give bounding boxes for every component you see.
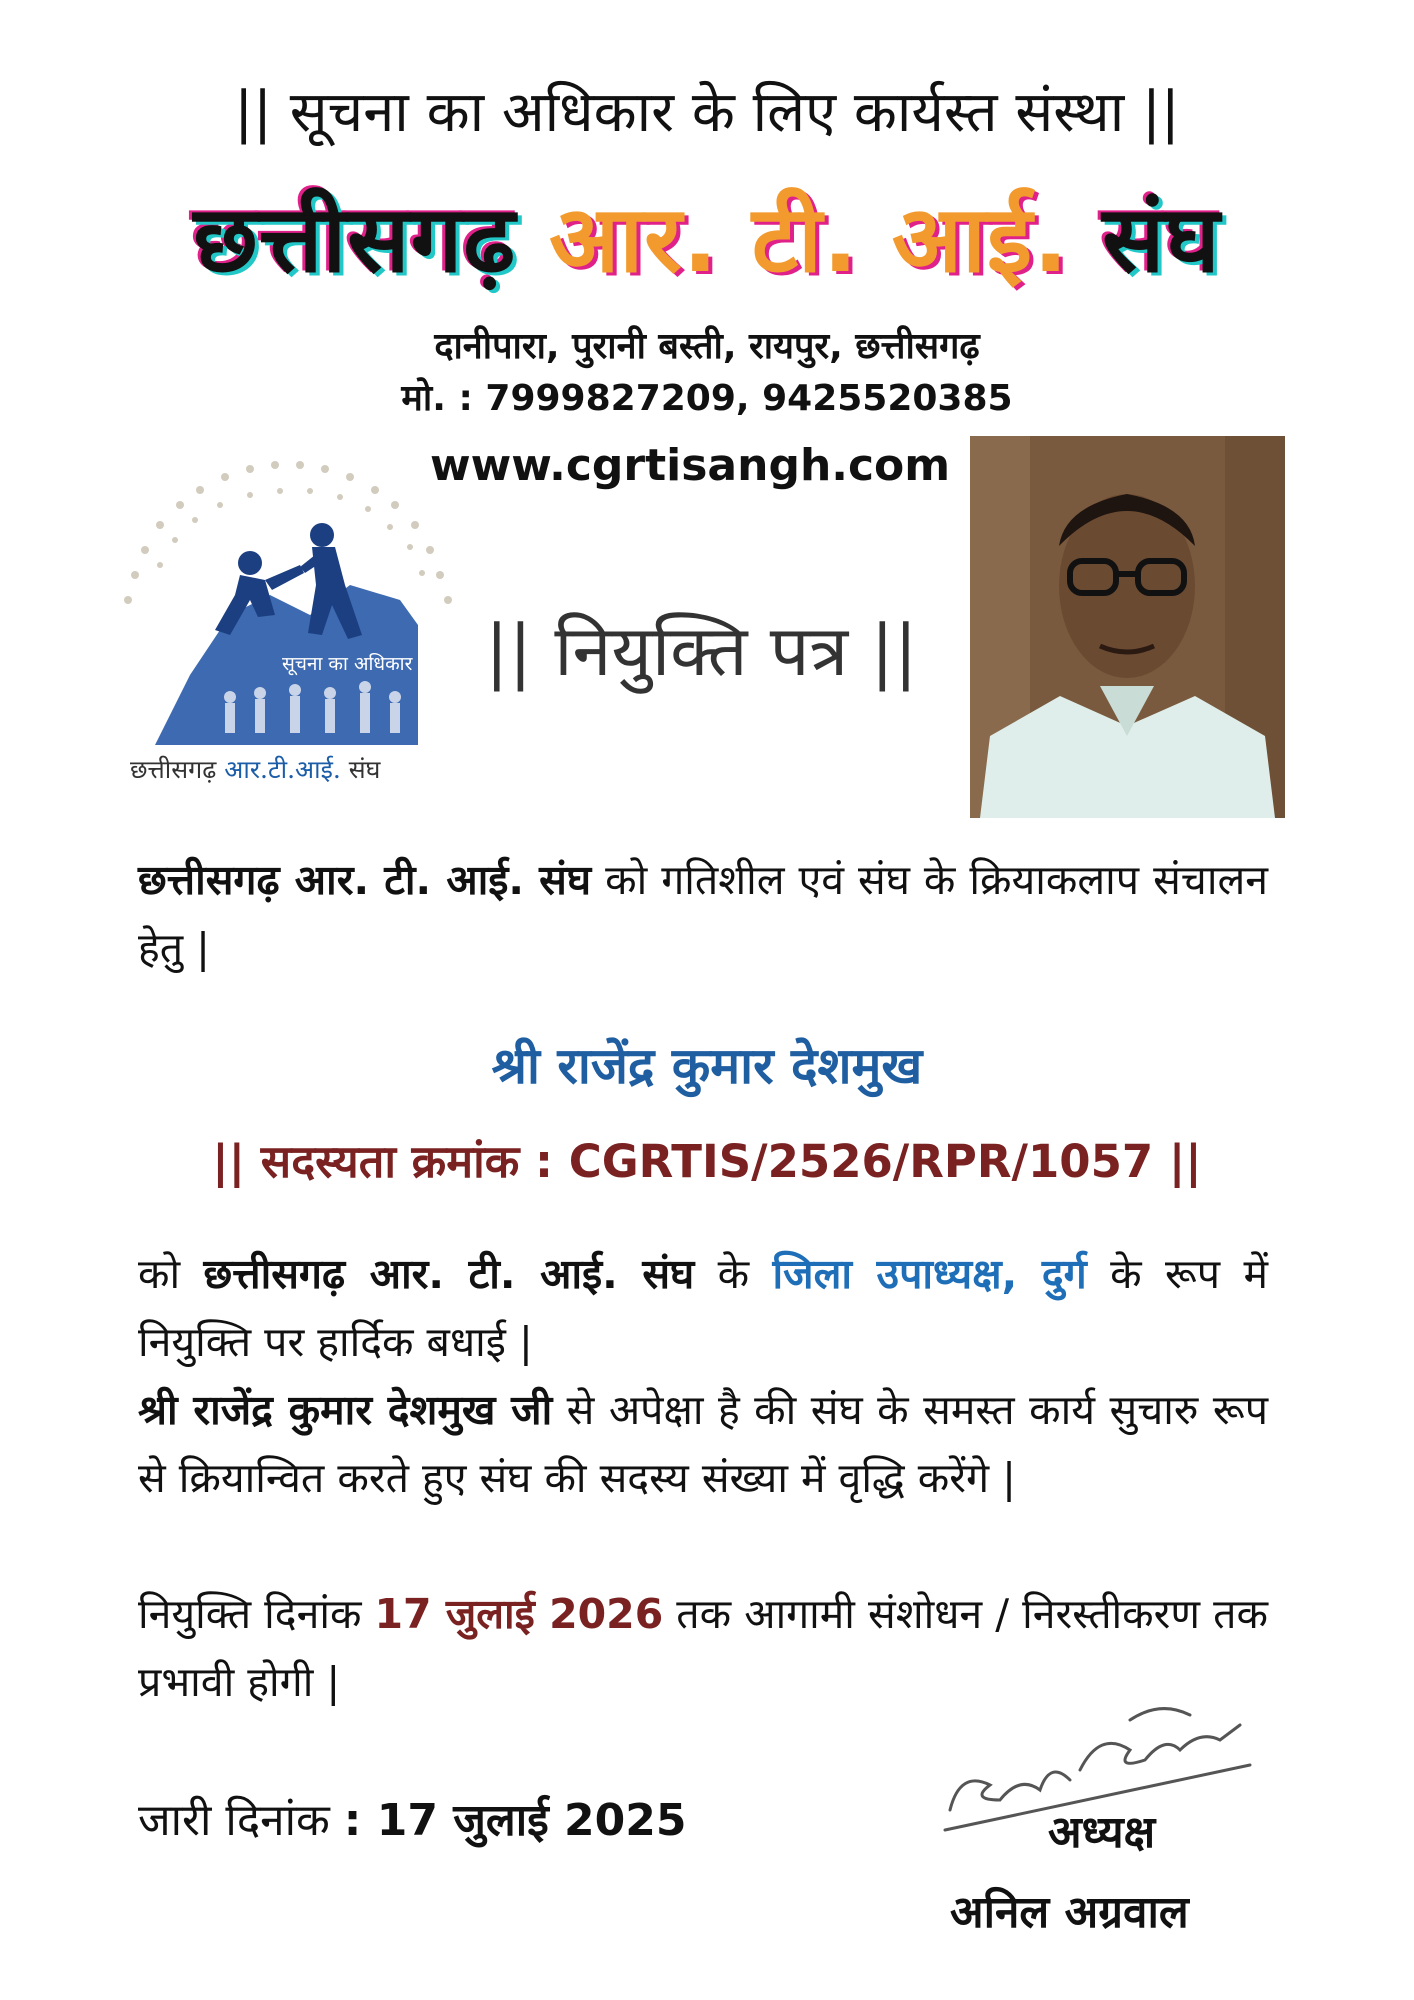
signatory-title: अध्यक्ष — [1048, 1807, 1156, 1858]
issue-date-line — [138, 1788, 687, 1848]
org-title-part1: छत्तीसगढ़ — [193, 186, 517, 293]
body-p1-a: को — [138, 1250, 204, 1298]
sunburst-dots-icon — [124, 461, 452, 604]
body-p2-name: श्री राजेंद्र कुमार देशमुख जी — [138, 1386, 553, 1434]
intro-org-name: छत्तीसगढ़ आर. टी. आई. संघ — [138, 856, 592, 904]
org-title-part3: संघ — [1102, 186, 1221, 293]
logo-caption-part3: संघ — [348, 755, 381, 784]
body-p1-b: के — [694, 1250, 773, 1298]
membership-number: || सदस्यता क्रमांक : CGRTIS/2526/RPR/1057 || — [212, 1135, 1202, 1188]
body-p3-a: नियुक्ति दिनांक — [138, 1590, 375, 1638]
logo-inner-text: सूचना का अधिकार — [282, 653, 413, 675]
body-p1-org: छत्तीसगढ़ आर. टी. आई. संघ — [203, 1250, 695, 1298]
logo-caption — [130, 752, 380, 786]
tagline: || सूचना का अधिकार के लिए कार्यस्त संस्था || — [234, 80, 1180, 145]
body-p3-b: तक आगामी संशोधन / निरस्तीकरण तक प्रभावी होगी | — [138, 1590, 1268, 1706]
appointee-name: श्री राजेंद्र कुमार देशमुख — [491, 1037, 923, 1095]
validity-date: 17 जुलाई 2026 — [374, 1590, 664, 1638]
website: www.cgrtisangh.com — [430, 440, 951, 491]
body-p2-text: से अपेक्षा है की संघ के समस्त कार्य सुचारु रूप से क्रियान्वित करते हुए संघ की सदस्य संख्या में वृद्धि करेंगे | — [138, 1386, 1268, 1502]
address: दानीपारा, पुरानी बस्ती, रायपुर, छत्तीसगढ़ — [434, 326, 980, 367]
intro-text: को गतिशील एवं संघ के क्रियाकलाप संचालन हेतु | — [138, 856, 1268, 972]
org-logo — [100, 435, 480, 795]
appointed-post: जिला उपाध्यक्ष, दुर्ग — [772, 1250, 1087, 1298]
appointee-photo — [970, 436, 1285, 818]
body-paragraph-2 — [138, 1376, 1268, 1512]
org-title — [0, 185, 1414, 295]
logo-caption-part2: आर.टी.आई. — [224, 755, 341, 784]
org-title-part2: आर. टी. आई. — [549, 186, 1070, 293]
phone-numbers: मो. : 7999827209, 9425520385 — [401, 378, 1013, 419]
body-paragraph-1 — [138, 1240, 1268, 1376]
issue-date-label: जारी दिनांक — [138, 1795, 330, 1846]
body-p1-c: के रूप में नियुक्ति पर हार्दिक बधाई | — [138, 1250, 1268, 1366]
letter-heading: || नियुक्ति पत्र || — [485, 610, 918, 692]
logo-caption-part1: छत्तीसगढ़ — [130, 755, 217, 784]
signatory-name: अनिल अग्रवाल — [950, 1887, 1189, 1938]
issue-date: : 17 जुलाई 2025 — [343, 1795, 687, 1846]
intro-paragraph — [138, 846, 1268, 982]
